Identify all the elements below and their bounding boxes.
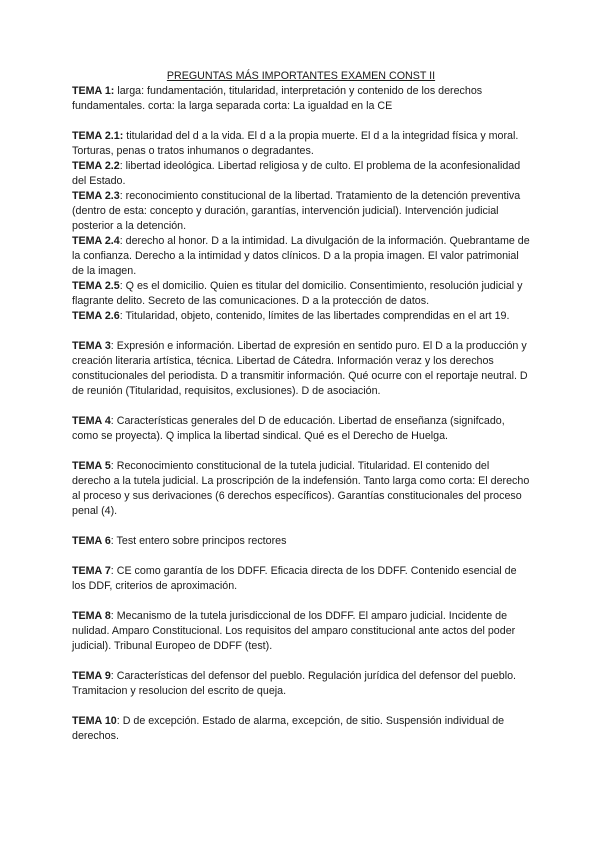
tema-2-2	[72, 159, 530, 189]
tema-label: TEMA 2.3	[72, 190, 120, 202]
tema-label: TEMA 10	[72, 715, 117, 727]
document-page	[72, 69, 530, 744]
tema-text: : Características generales del D de educación. Libertad de enseñanza (signifcado, como se proyecta). Q implica la libertad sindical. Qué es el Derecho de Huelga.	[72, 415, 505, 442]
tema-text: : Mecanismo de la tutela jurisdiccional de los DDFF. El amparo judicial. Incidente de nulidad. Amparo Constitucional. Los requisitos del amparo constitucional ante actos del poder judicial). Tribunal Europeo de DDFF (test).	[72, 610, 516, 652]
tema-text: : libertad ideológica. Libertad religiosa y de culto. El problema de la aconfesionalidad del Estado.	[72, 160, 521, 187]
tema-1	[72, 84, 530, 114]
tema-text: : derecho al honor. D a la intimidad. La divulgación de la información. Quebrantame de la confianza. Derecho a la intimidad y datos clínicos. D a la propia imagen. El valor patrimonial de la imagen.	[72, 235, 530, 277]
tema-label: TEMA 2.5	[72, 280, 120, 292]
tema-label: TEMA 2.4	[72, 235, 120, 247]
tema-6	[72, 534, 530, 549]
tema-text: larga: fundamentación, titularidad, interpretación y contenido de los derechos fundamentales. corta: la larga separada corta: La igualdad en la CE	[72, 85, 483, 112]
tema-2-5	[72, 279, 530, 309]
document-title: PREGUNTAS MÁS IMPORTANTES EXAMEN CONST II	[166, 70, 436, 82]
tema-text: : Reconocimiento constitucional de la tutela judicial. Titularidad. El contenido del derecho a la tutela judicial. La proscripción de la indefensión. Tanto larga como corta: El derecho al proceso y sus derivaciones (6 derechos específicos). Garantías constitucionales del proceso penal (4).	[72, 460, 530, 517]
tema-text: : Test entero sobre principos rectores	[110, 535, 287, 547]
tema-label: TEMA 3	[72, 340, 111, 352]
tema-8	[72, 609, 530, 654]
tema-label: TEMA 5	[72, 460, 111, 472]
tema-text: : CE como garantía de los DDFF. Eficacia directa de los DDFF. Contenido esencial de los DDF, criterios de aproximación.	[72, 565, 517, 592]
tema-2-4	[72, 234, 530, 279]
tema-text: : Titularidad, objeto, contenido, límites de las libertades comprendidas en el art 19.	[119, 310, 510, 322]
tema-label: TEMA 8	[72, 610, 111, 622]
tema-label: TEMA 6	[72, 535, 111, 547]
tema-text: : Q es el domicilio. Quien es titular del domicilio. Consentimiento, resolución judicial y flagrante delito. Secreto de las comunicaciones. D a la protección de datos.	[72, 280, 523, 307]
tema-5	[72, 459, 530, 519]
tema-text: : reconocimiento constitucional de la libertad. Tratamiento de la detención preventiva (dentro de esta: concepto y duración, garantías, intervención judicial). Intervención judicial posterior a la detención.	[72, 190, 521, 232]
tema-4	[72, 414, 530, 444]
tema-text: : D de excepción. Estado de alarma, excepción, de sitio. Suspensión individual de derechos.	[72, 715, 505, 742]
tema-9	[72, 669, 530, 699]
tema-2-3	[72, 189, 530, 234]
tema-label: TEMA 1:	[72, 85, 115, 97]
tema-2-6	[72, 309, 530, 324]
tema-text: titularidad del d a la vida. El d a la propia muerte. El d a la integridad física y moral. Torturas, penas o tratos inhumanos o degradantes.	[72, 130, 519, 157]
tema-label: TEMA 2.2	[72, 160, 120, 172]
tema-7	[72, 564, 530, 594]
tema-text: : Expresión e información. Libertad de expresión en sentido puro. El D a la producción y creación literaria artística, técnica. Libertad de Cátedra. Información veraz y los derechos constitucionales del periodista. D a transmitir información. Qué ocurre con el reportaje neutral. D de reunión (Titularidad, requisitos, exclusiones). D de asociación.	[72, 340, 528, 397]
tema-3	[72, 339, 530, 399]
tema-label: TEMA 4	[72, 415, 111, 427]
tema-text: : Características del defensor del pueblo. Regulación jurídica del defensor del pueblo. Tramitacion y resolucion del escrito de queja.	[72, 670, 516, 697]
tema-label: TEMA 9	[72, 670, 111, 682]
tema-10	[72, 714, 530, 744]
tema-label: TEMA 7	[72, 565, 111, 577]
tema-label: TEMA 2.1:	[72, 130, 124, 142]
tema-label: TEMA 2.6	[72, 310, 120, 322]
tema-2-1	[72, 129, 530, 159]
